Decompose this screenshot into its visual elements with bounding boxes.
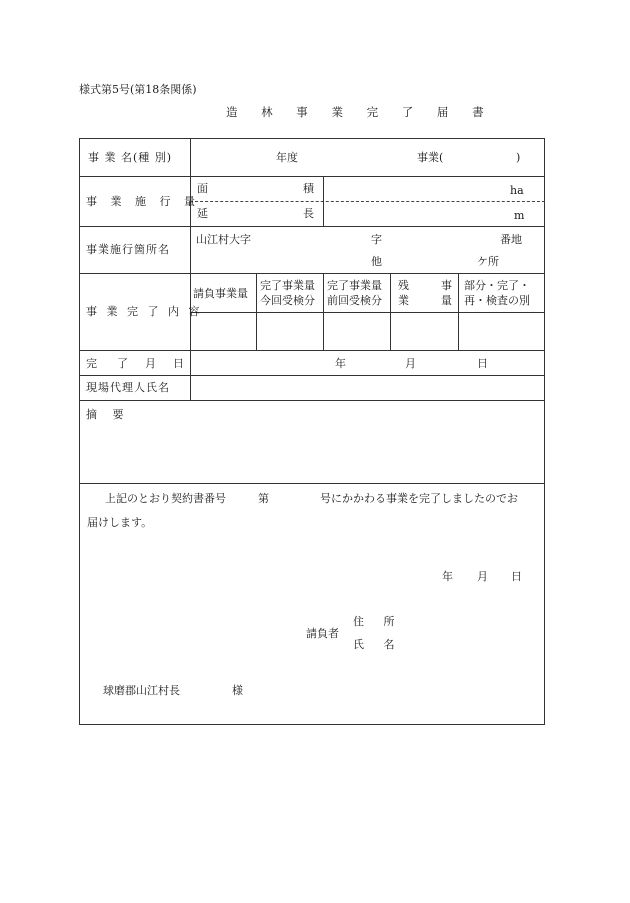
form-number: 様式第5号(第18条関係): [79, 83, 197, 96]
banchi-text: 番地: [500, 233, 522, 246]
completion-month: 月: [405, 357, 416, 370]
addressee-mayor: 球磨郡山江村長: [103, 684, 180, 697]
contract-number-field[interactable]: [274, 489, 316, 507]
row-divider: [79, 483, 545, 484]
nendo-text: 年度: [276, 151, 298, 164]
row-divider: [79, 375, 545, 376]
length-label-a: 延: [197, 207, 208, 220]
row-divider: [79, 350, 545, 351]
statement-line2: 届けします。: [87, 516, 153, 529]
name-field[interactable]: [396, 635, 536, 653]
row-divider: [79, 176, 545, 177]
completion-day: 日: [477, 357, 488, 370]
completion-year: 年: [335, 357, 346, 370]
length-field[interactable]: [326, 204, 506, 224]
name-label: 氏 名: [353, 638, 403, 651]
agent-name-field[interactable]: [194, 378, 542, 398]
remarks-label: 摘 要: [86, 408, 130, 421]
col-divider: [256, 273, 257, 350]
col-remaining-c: 業: [398, 294, 409, 307]
project-type-field[interactable]: [452, 146, 512, 166]
completion-date-label-1: 完: [86, 357, 97, 370]
completion-date-label-3: 月: [145, 357, 156, 370]
agent-label: 現場代理人氏名: [86, 381, 170, 394]
addressee-sama: 様: [232, 684, 243, 697]
col-divider: [190, 138, 191, 400]
col-done-current-2: 今回受検分: [260, 294, 315, 307]
done-current-field[interactable]: [258, 314, 321, 348]
col-done-previous-1: 完了事業量: [327, 279, 382, 292]
village-text: 山江村大字: [196, 233, 251, 246]
length-unit: m: [514, 209, 525, 222]
col-divider: [323, 176, 324, 226]
submit-month: 月: [477, 570, 488, 583]
row-divider: [79, 226, 545, 227]
row-divider-dashed: [190, 201, 545, 202]
length-label-b: 長: [303, 207, 314, 220]
submit-day: 日: [511, 570, 522, 583]
remarks-field[interactable]: [82, 424, 542, 480]
statement-line1-c: 号にかかわる事業を完了しましたのでお: [320, 492, 518, 505]
col-divider: [458, 273, 459, 350]
execution-amount-label: 事 業 施 行 量: [86, 195, 200, 208]
address-label: 住 所: [353, 615, 403, 628]
completion-label: 事 業 完 了 内 容: [86, 305, 203, 318]
kasho-text: ケ所: [477, 255, 499, 268]
col-remaining-d: 量: [441, 294, 452, 307]
inspection-field[interactable]: [460, 314, 543, 348]
completion-date-label-4: 日: [173, 357, 184, 370]
area-field[interactable]: [326, 179, 506, 199]
close-paren: ): [516, 151, 521, 164]
statement-line1-a: 上記のとおり契約書番号: [105, 492, 226, 505]
row-divider: [190, 312, 545, 313]
address-field[interactable]: [396, 612, 536, 630]
done-previous-field[interactable]: [325, 314, 388, 348]
area-unit: ha: [510, 184, 524, 197]
project-name-label: 事 業 名(種 別): [88, 151, 173, 164]
col-divider: [390, 273, 391, 350]
col-done-current-1: 完了事業量: [260, 279, 315, 292]
row-divider: [79, 400, 545, 401]
col-contract-amount: 請負事業量: [193, 287, 248, 300]
col-remaining-b: 事: [441, 279, 452, 292]
jigyo-text: 事業(: [417, 151, 444, 164]
aza-text: 字: [371, 233, 382, 246]
completion-date-label-2: 了: [117, 357, 128, 370]
submit-year: 年: [442, 570, 453, 583]
area-label-a: 面: [197, 182, 208, 195]
hoka-text: 他: [371, 255, 382, 268]
contract-amount-field[interactable]: [192, 314, 254, 348]
location-label: 事業施行箇所名: [86, 243, 170, 256]
row-divider: [79, 273, 545, 274]
col-inspection-1: 部分・完了・: [464, 279, 530, 292]
project-name-field[interactable]: [300, 146, 410, 166]
col-remaining-a: 残: [398, 279, 409, 292]
form-title: 造 林 事 業 完 了 届 書: [226, 105, 494, 119]
remaining-field[interactable]: [392, 314, 456, 348]
area-label-b: 積: [303, 182, 314, 195]
contractor-label: 請負者: [306, 627, 339, 640]
col-done-previous-2: 前回受検分: [327, 294, 382, 307]
col-inspection-2: 再・検査の別: [464, 294, 530, 307]
statement-line1-b: 第: [258, 492, 269, 505]
col-divider: [323, 273, 324, 350]
